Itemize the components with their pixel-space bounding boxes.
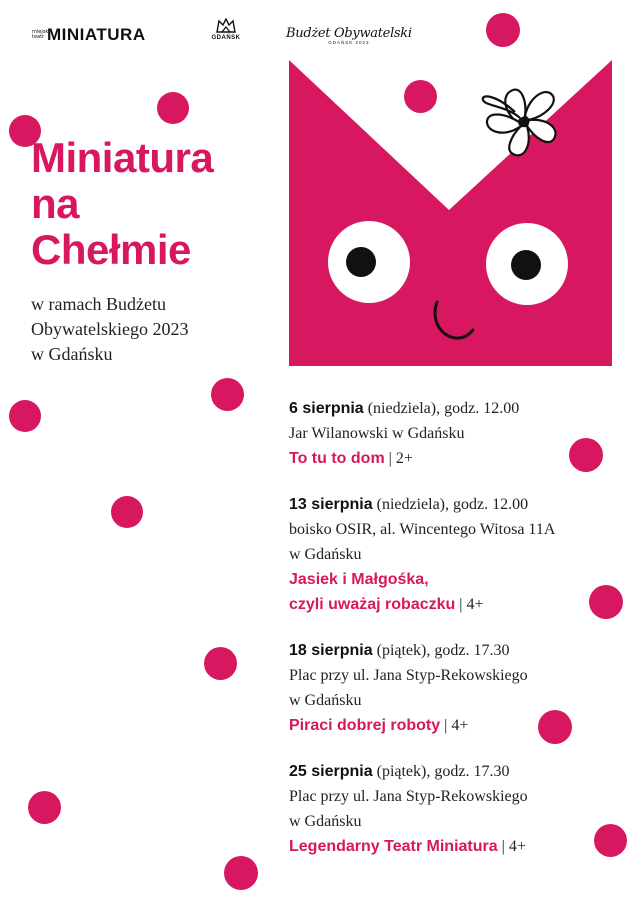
- event-date-line: [289, 492, 629, 517]
- event-item: [289, 638, 629, 738]
- decorative-dot: [204, 647, 237, 680]
- event-date-line: [289, 759, 629, 784]
- event-show-line: [289, 446, 629, 471]
- event-place: w Gdańsku: [289, 813, 362, 830]
- decorative-dot: [111, 496, 143, 528]
- event-show-title: To tu to dom: [289, 450, 385, 467]
- event-date: 13 sierpnia: [289, 496, 373, 513]
- event-date: 25 sierpnia: [289, 763, 373, 780]
- event-date: 18 sierpnia: [289, 642, 373, 659]
- gdansk-crest-icon: [215, 18, 237, 34]
- event-item: [289, 492, 629, 617]
- event-time: (piątek), godz. 17.30: [372, 763, 510, 780]
- gdansk-logo-text: GDAŃSK: [211, 35, 241, 41]
- logo-teatr-big: MINIATURA: [47, 25, 146, 44]
- decorative-dot: [28, 791, 61, 824]
- event-show-title: Jasiek i Małgośka,: [289, 571, 429, 588]
- event-show-line: [289, 834, 629, 859]
- event-age: | 4+: [440, 717, 469, 734]
- event-show-title: Piraci dobrej roboty: [289, 717, 441, 734]
- page-title: [31, 135, 213, 273]
- event-date-line: [289, 638, 629, 663]
- miniatura-mascot-illustration: [289, 60, 612, 366]
- title-line: Miniatura: [31, 134, 214, 181]
- event-place: Jar Wilanowski w Gdańsku: [289, 425, 465, 442]
- event-place: w Gdańsku: [289, 692, 362, 709]
- event-date-line: [289, 396, 629, 421]
- event-age: | 2+: [384, 450, 413, 467]
- event-time: (niedziela), godz. 12.00: [372, 496, 529, 513]
- title-line: Chełmie: [31, 226, 191, 273]
- event-age: | 4+: [497, 838, 526, 855]
- budzet-logo-text: Budżet Obywatelski: [286, 26, 412, 41]
- decorative-dot: [224, 856, 258, 890]
- event-time: (piątek), godz. 17.30: [372, 642, 510, 659]
- event-age: | 4+: [455, 596, 484, 613]
- event-place: w Gdańsku: [289, 546, 362, 563]
- decorative-dot: [486, 13, 520, 47]
- event-show-line: [289, 713, 629, 738]
- event-date: 6 sierpnia: [289, 400, 364, 417]
- decorative-dot: [157, 92, 189, 124]
- event-show-title: czyli uważaj robaczku: [289, 596, 456, 613]
- event-place: boisko OSIR, al. Wincentego Witosa 11A: [289, 521, 556, 538]
- title-line: na: [31, 180, 80, 227]
- event-item: [289, 396, 629, 471]
- event-list: [289, 396, 629, 880]
- gdansk-logo: [208, 18, 244, 41]
- budzet-obywatelski-logo: [286, 26, 412, 45]
- subtitle-line: w ramach Budżetu: [31, 294, 166, 314]
- event-show-line: [289, 567, 629, 592]
- budzet-logo-sub: GDAŃSK 2023: [328, 40, 370, 45]
- event-place: Plac przy ul. Jana Styp-Rekowskiego: [289, 667, 528, 684]
- miniatura-theatre-logo: [32, 25, 146, 45]
- event-time: (niedziela), godz. 12.00: [363, 400, 520, 417]
- subtitle: [31, 292, 188, 367]
- logo-teatr-small: miejski teatr: [32, 29, 50, 40]
- decorative-dot: [9, 400, 41, 432]
- mascot-body: [289, 60, 612, 366]
- event-show-line: [289, 592, 629, 617]
- event-place: Plac przy ul. Jana Styp-Rekowskiego: [289, 788, 528, 805]
- event-item: [289, 759, 629, 859]
- subtitle-line: w Gdańsku: [31, 344, 113, 364]
- subtitle-line: Obywatelskiego 2023: [31, 319, 189, 339]
- event-show-title: Legendarny Teatr Miniatura: [289, 838, 498, 855]
- decorative-dot: [211, 378, 244, 411]
